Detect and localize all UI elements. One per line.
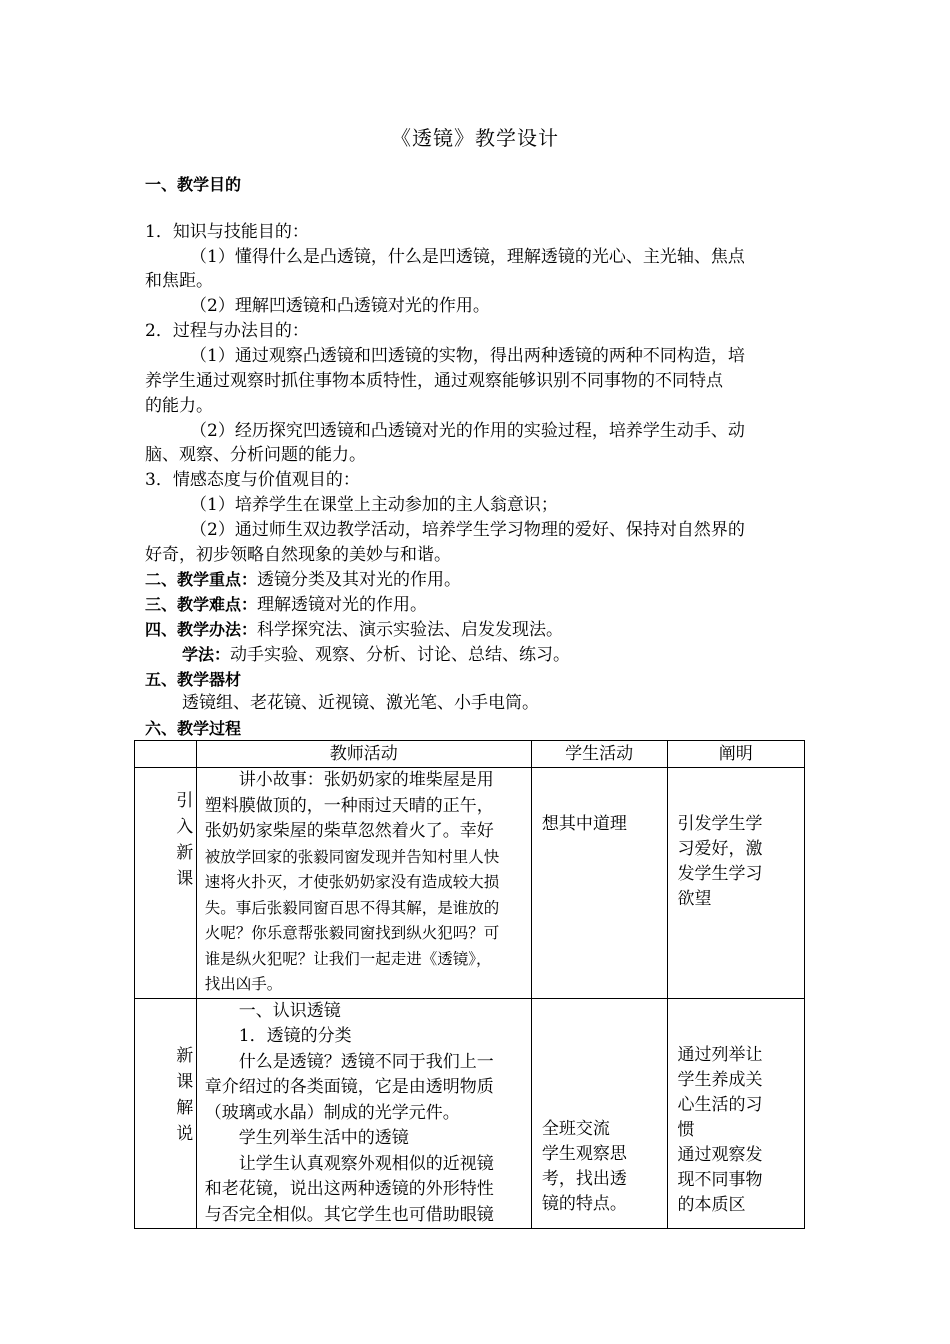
explanation-cell bbox=[667, 768, 804, 999]
category-cell bbox=[135, 768, 197, 999]
teacher-line: 塑料膜做顶的，一种雨过天晴的正午， bbox=[204, 795, 494, 816]
teacher-line: 张奶奶家柴屋的柴草忽然着火了。幸好 bbox=[204, 821, 494, 841]
student-line: 学生观察思 bbox=[541, 1143, 627, 1164]
category-cell bbox=[135, 998, 197, 1229]
student-line: 考，找出透 bbox=[541, 1168, 627, 1189]
note-line: 引发学生学 bbox=[677, 814, 763, 834]
goal-1-heading: 1．知识与技能目的： bbox=[145, 222, 309, 242]
teacher-activity-cell bbox=[196, 998, 531, 1229]
equipment-text: 透镜组、老花镜、近视镜、激光笔、小手电筒。 bbox=[182, 693, 539, 713]
methods-text: 科学探究法、演示实验法、启发发现法。 bbox=[257, 620, 564, 640]
process-heading: 六、教学过程 bbox=[145, 719, 242, 738]
goal-1a-line1: （1）懂得什么是凸透镜，什么是凹透镜，理解透镜的光心、主光轴、焦点 bbox=[190, 247, 745, 267]
goal-1b: （2）理解凹透镜和凸透镜对光的作用。 bbox=[190, 296, 490, 316]
student-line: 镜的特点。 bbox=[541, 1193, 627, 1214]
note-line: 通过列举让 bbox=[677, 1044, 763, 1065]
teacher-line: 和老花镜，说出这两种透镜的外形特性 bbox=[204, 1179, 494, 1199]
methods-row bbox=[145, 617, 563, 643]
learning-methods-label: 学法： bbox=[182, 645, 231, 664]
teacher-line: 一、认识透镜 bbox=[238, 1000, 341, 1021]
teacher-line: （玻璃或水晶）制成的光学元件。 bbox=[204, 1102, 460, 1123]
category-char: 课 bbox=[176, 869, 194, 889]
header-student: 学生活动 bbox=[531, 741, 667, 768]
category-char: 说 bbox=[176, 1123, 194, 1144]
key-points-row bbox=[145, 567, 461, 593]
teacher-line: 失。事后张毅同窗百思不得其解，是谁放的 bbox=[204, 898, 500, 917]
goal-2a-line2: 养学生通过观察时抓住事物本质特性，通过观察能够识别不同事物的不同特点 bbox=[145, 371, 723, 391]
note-line: 现不同事物 bbox=[677, 1169, 763, 1190]
header-note: 阐明 bbox=[667, 741, 804, 768]
difficulties-text: 理解透镜对光的作用。 bbox=[257, 595, 428, 615]
teacher-line: 什么是透镜？透镜不同于我们上一 bbox=[238, 1051, 494, 1072]
teacher-line: 找出凶手。 bbox=[204, 975, 283, 993]
header-category-cell bbox=[135, 741, 197, 768]
table-header-row bbox=[135, 741, 805, 768]
difficulties-label: 三、教学难点： bbox=[145, 595, 258, 614]
category-char: 入 bbox=[176, 817, 194, 837]
goal-2a-line1: （1）通过观察凸透镜和凹透镜的实物，得出两种透镜的两种不同构造，培 bbox=[190, 346, 745, 366]
teacher-line: 学生列举生活中的透镜 bbox=[238, 1128, 409, 1148]
student-line: 全班交流 bbox=[541, 1118, 610, 1139]
learning-methods-row bbox=[182, 642, 570, 668]
goal-3b-line1: （2）通过师生双边教学活动，培养学生学习物理的爱好、保持对自然界的 bbox=[190, 520, 745, 540]
category-char: 新 bbox=[176, 1045, 194, 1066]
learning-methods-text: 动手实验、观察、分析、讨论、总结、练习。 bbox=[230, 645, 571, 665]
methods-label: 四、教学办法： bbox=[145, 620, 258, 639]
teacher-line: 与否完全相似。其它学生也可借助眼镜 bbox=[204, 1204, 494, 1225]
table-row-new-lesson bbox=[135, 998, 805, 1229]
note-line: 的本质区 bbox=[677, 1194, 746, 1215]
note-line: 通过观察发 bbox=[677, 1144, 763, 1165]
teacher-line: 1．透镜的分类 bbox=[238, 1026, 352, 1046]
teacher-line: 速将火扑灭，才使张奶奶家没有造成较大损 bbox=[204, 873, 500, 891]
difficulties-row bbox=[145, 592, 427, 618]
goal-1a-line2: 和焦距。 bbox=[145, 271, 213, 291]
key-points-label: 二、教学重点： bbox=[145, 570, 258, 589]
teacher-line: 讲小故事：张奶奶家的堆柴屋是用 bbox=[238, 770, 494, 790]
teacher-line: 谁是纵火犯呢？让我们一起走进《透镜》， bbox=[204, 949, 492, 968]
section-heading-objectives: 一、教学目的 bbox=[145, 175, 242, 194]
goal-2b-line2: 脑、观察、分析问题的能力。 bbox=[145, 445, 366, 465]
teaching-process-table bbox=[134, 740, 805, 1229]
category-char: 解 bbox=[176, 1097, 194, 1118]
goal-2b-line1: （2）经历探究凹透镜和凸透镜对光的作用的实验过程，培养学生动手、动 bbox=[190, 421, 745, 441]
note-line: 学生养成关 bbox=[677, 1069, 763, 1090]
teacher-line: 章介绍过的各类面镜，它是由透明物质 bbox=[204, 1077, 494, 1097]
goal-2-heading: 2．过程与办法目的： bbox=[145, 321, 309, 341]
category-char: 课 bbox=[176, 1071, 194, 1092]
explanation-cell bbox=[667, 998, 804, 1229]
note-line: 欲望 bbox=[677, 889, 712, 909]
note-line: 发学生学习 bbox=[677, 864, 763, 884]
goal-3a: （1）培养学生在课堂上主动参加的主人翁意识； bbox=[190, 495, 558, 515]
header-teacher: 教师活动 bbox=[196, 741, 531, 768]
teacher-line: 被放学回家的张毅同窗发现并告知村里人快 bbox=[204, 847, 500, 866]
teacher-line: 让学生认真观察外观相似的近视镜 bbox=[238, 1153, 494, 1174]
goal-2a-line3: 的能力。 bbox=[145, 396, 213, 416]
category-char: 新 bbox=[176, 843, 194, 863]
goal-3b-line2: 好奇，初步领略自然现象的美妙与和谐。 bbox=[145, 545, 451, 565]
student-activity-cell bbox=[531, 768, 667, 999]
note-line: 惯 bbox=[677, 1119, 695, 1140]
student-activity-cell bbox=[531, 998, 667, 1229]
key-points-text: 透镜分类及其对光的作用。 bbox=[257, 570, 462, 590]
equipment-heading: 五、教学器材 bbox=[145, 670, 242, 689]
teacher-activity-cell bbox=[196, 768, 531, 999]
note-line: 心生活的习 bbox=[677, 1094, 763, 1115]
teacher-line: 火呢？你乐意帮张毅同窗找到纵火犯吗？可 bbox=[204, 924, 500, 942]
category-char: 引 bbox=[176, 791, 194, 811]
document-title: 《透镜》教学设计 bbox=[391, 126, 559, 150]
student-line: 想其中道理 bbox=[541, 814, 627, 834]
note-line: 习爱好，激 bbox=[677, 839, 763, 859]
table-row-introduction bbox=[135, 768, 805, 999]
goal-3-heading: 3．情感态度与价值观目的： bbox=[145, 470, 360, 490]
